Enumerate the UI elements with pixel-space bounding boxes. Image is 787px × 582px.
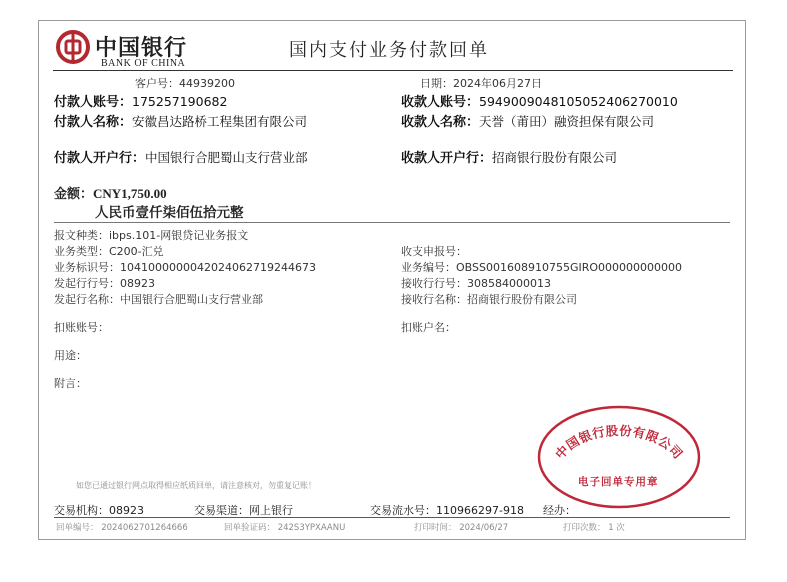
transaction-serial: 交易流水号：110966297-918	[370, 504, 524, 517]
payee-account-label: 收款人账号：	[401, 95, 480, 110]
customer-number: 客户号：44939200	[135, 77, 235, 90]
remark: 附言：	[54, 377, 87, 390]
verify-code: 回单验证码： 242S3YPXAANU	[224, 523, 346, 533]
deduct-name: 扣账户名：	[401, 321, 456, 334]
electronic-receipt-seal-icon	[537, 405, 701, 509]
header-divider	[53, 70, 733, 71]
amount-label: 金额：	[54, 187, 94, 202]
payer-account-row	[54, 91, 227, 110]
payee-bank-value: 招商银行股份有限公司	[492, 150, 618, 165]
detail-left-3: 业务标识号：1041000000042024062719244673	[54, 261, 316, 274]
payer-name-value: 安徽昌达路桥工程集团有限公司	[132, 114, 308, 129]
amount-value: CNY1,750.00	[93, 186, 167, 201]
bank-of-china-logo-icon	[56, 30, 90, 64]
receipt-date: 日期：2024年06月27日	[420, 77, 542, 90]
receipt-number: 回单编号： 2024062701264666	[56, 523, 188, 533]
seal-bottom-text: 电子回单专用章	[578, 476, 659, 488]
deduct-account: 扣账账号：	[54, 321, 109, 334]
amount-row	[54, 183, 167, 202]
seal-arc-text: 中国银行股份有限公司	[552, 422, 686, 462]
detail-left-5: 发起行名称：中国银行合肥蜀山支行营业部	[54, 293, 263, 306]
payee-bank-row	[401, 147, 617, 166]
payer-account-label: 付款人账号：	[54, 95, 133, 110]
detail-left-2: 业务类型：C200-汇兑	[54, 245, 164, 258]
detail-left-4: 发起行行号：08923	[54, 277, 155, 290]
detail-right-2: 业务编号：OBSS001608910755GIRO000000000000	[401, 261, 683, 274]
detail-left-1: 报文种类：ibps.101-网银贷记业务报文	[54, 229, 249, 242]
bank-name-en: BANK OF CHINA	[101, 58, 186, 69]
bank-name-cn: 中国银行	[95, 35, 188, 61]
purpose: 用途：	[54, 349, 87, 362]
payer-bank-row	[54, 147, 308, 166]
detail-right-1: 收支申报号：	[401, 245, 467, 258]
payer-account-value: 175257190682	[132, 94, 228, 109]
print-count: 打印次数： 1 次	[563, 523, 625, 533]
handler: 经办：	[543, 504, 576, 517]
payee-name-label: 收款人名称：	[401, 115, 480, 130]
print-time: 打印时间： 2024/06/27	[414, 523, 509, 533]
payer-name-row	[54, 111, 307, 130]
amount-in-words: 人民币壹仟柒佰伍拾元整	[95, 205, 244, 221]
transaction-org: 交易机构：08923	[54, 504, 144, 517]
payee-bank-label: 收款人开户行：	[401, 151, 493, 166]
payee-name-row	[401, 111, 654, 130]
transaction-channel: 交易渠道：网上银行	[194, 504, 293, 517]
footer-divider	[54, 517, 730, 518]
page-title: 国内支付业务付款回单	[289, 40, 489, 61]
duplicate-warning-note: 如您已通过银行网点取得相应纸质回单，请注意核对，勿重复记账！	[76, 481, 316, 490]
payer-bank-value: 中国银行合肥蜀山支行营业部	[145, 150, 308, 165]
payer-name-label: 付款人名称：	[54, 115, 133, 130]
payee-account-value: 5949009048105052406270010	[479, 94, 678, 109]
detail-right-3: 接收行行号：308584000013	[401, 277, 551, 290]
payer-bank-label: 付款人开户行：	[54, 151, 146, 166]
payee-name-value: 天誉（莆田）融资担保有限公司	[479, 114, 655, 129]
payee-account-row	[401, 91, 678, 110]
detail-right-4: 接收行名称：招商银行股份有限公司	[401, 293, 577, 306]
section-divider	[54, 222, 730, 223]
svg-text:中国银行股份有限公司	[552, 423, 686, 462]
